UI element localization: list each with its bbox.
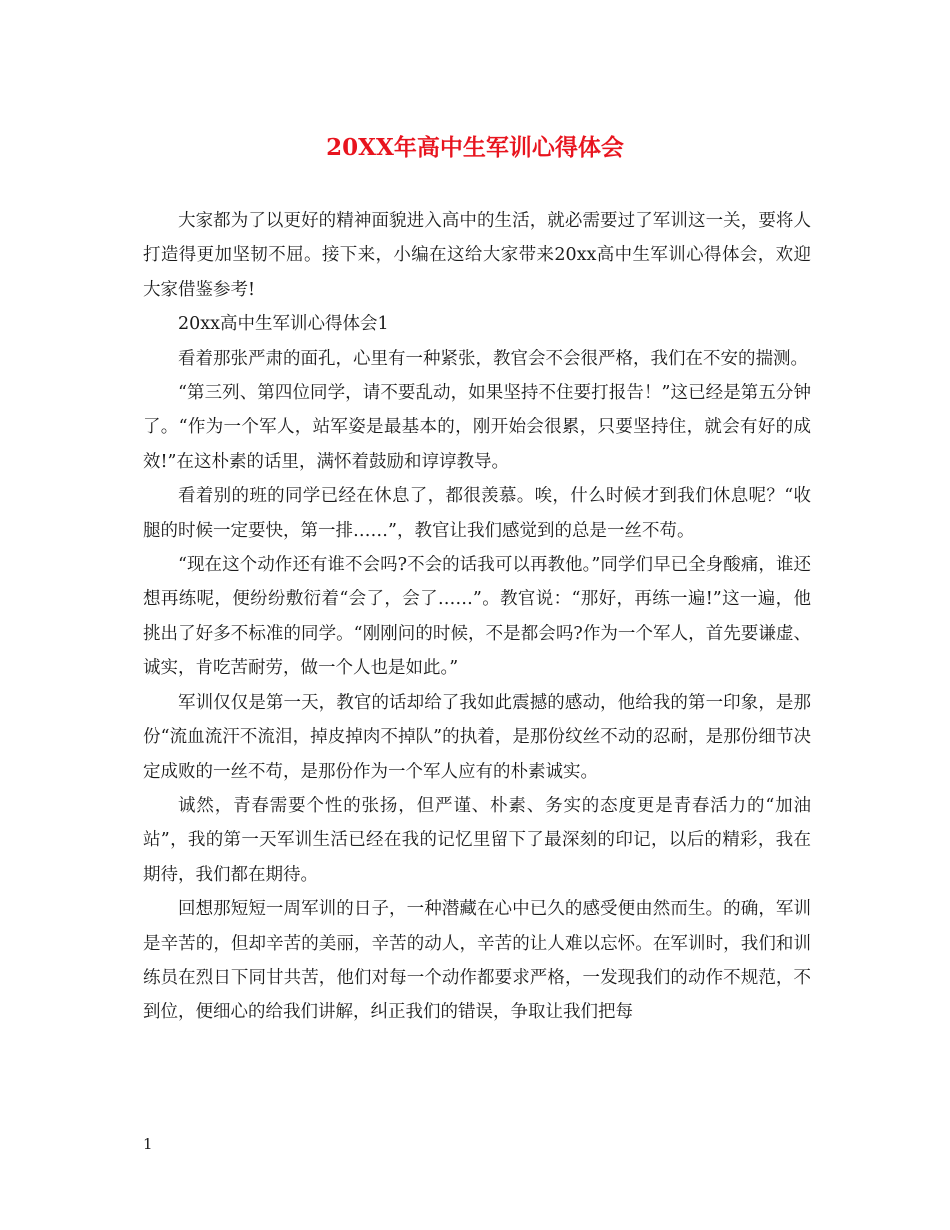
paragraph: “现在这个动作还有谁不会吗?不会的话我可以再教他。”同学们早已全身酸痛，谁还想再练呢，便纷纷敷衍着“会了，会了……”。教官说：“那好，再练一遍!”这一遍，他挑出了好多不标准的同学。“刚刚问的时候，不是都会吗?作为一个军人，首先要谦虚、诚实，肯吃苦耐劳，做一个人也是如此。” [143, 555, 811, 679]
paragraph: 看着别的班的同学已经在休息了，都很羡慕。唉，什么时候才到我们休息呢？“收腿的时候一定要快，第一排……”，教官让我们感觉到的总是一丝不苟。 [143, 486, 811, 541]
paragraph: “第三列、第四位同学，请不要乱动，如果坚持不住要打报告！”这已经是第五分钟了。“作为一个军人，站军姿是最基本的，刚开始会很累，只要坚持住，就会有好的成效!”在这朴素的话里，满怀着鼓励和谆谆教导。 [143, 383, 811, 472]
paragraph: 军训仅仅是第一天，教官的话却给了我如此震撼的感动，他给我的第一印象，是那份“流血流汗不流泪，掉皮掉肉不掉队”的执着，是那份纹丝不动的忍耐，是那份细节决定成败的一丝不苟，是那份作为一个军人应有的朴素诚实。 [143, 692, 811, 782]
paragraph: 回想那短短一周军训的日子，一种潜藏在心中已久的感受便由然而生。的确，军训是辛苦的，但却辛苦的美丽，辛苦的动人，辛苦的让人难以忘怀。在军训时，我们和训练员在烈日下同甘共苦，他们对每一个动作都要求严格，一发现我们的动作不规范，不到位，便细心的给我们讲解，纠正我们的错误，争取让我们把每 [143, 899, 811, 1023]
page-number: 1 [143, 1135, 153, 1153]
paragraph: 看着那张严肃的面孔，心里有一种紧张，教官会不会很严格，我们在不安的揣测。 [178, 348, 808, 369]
paragraph-intro: 大家都为了以更好的精神面貌进入高中的生活，就必需要过了军训这一关，要将人打造得更加坚韧不屈。接下来，小编在这给大家带来20xx高中生军训心得体会，欢迎大家借鉴参考! [143, 211, 811, 300]
paragraph: 诚然，青春需要个性的张扬，但严谨、朴素、务实的态度更是青春活力的“加油站”，我的第一天军训生活已经在我的记忆里留下了最深刻的印记，以后的精彩，我在期待，我们都在期待。 [143, 795, 811, 885]
section-heading: 20xx高中生军训心得体会1 [178, 314, 389, 335]
document-title: 20XX年高中生军训心得体会 [326, 134, 624, 161]
document-body [143, 204, 811, 1030]
